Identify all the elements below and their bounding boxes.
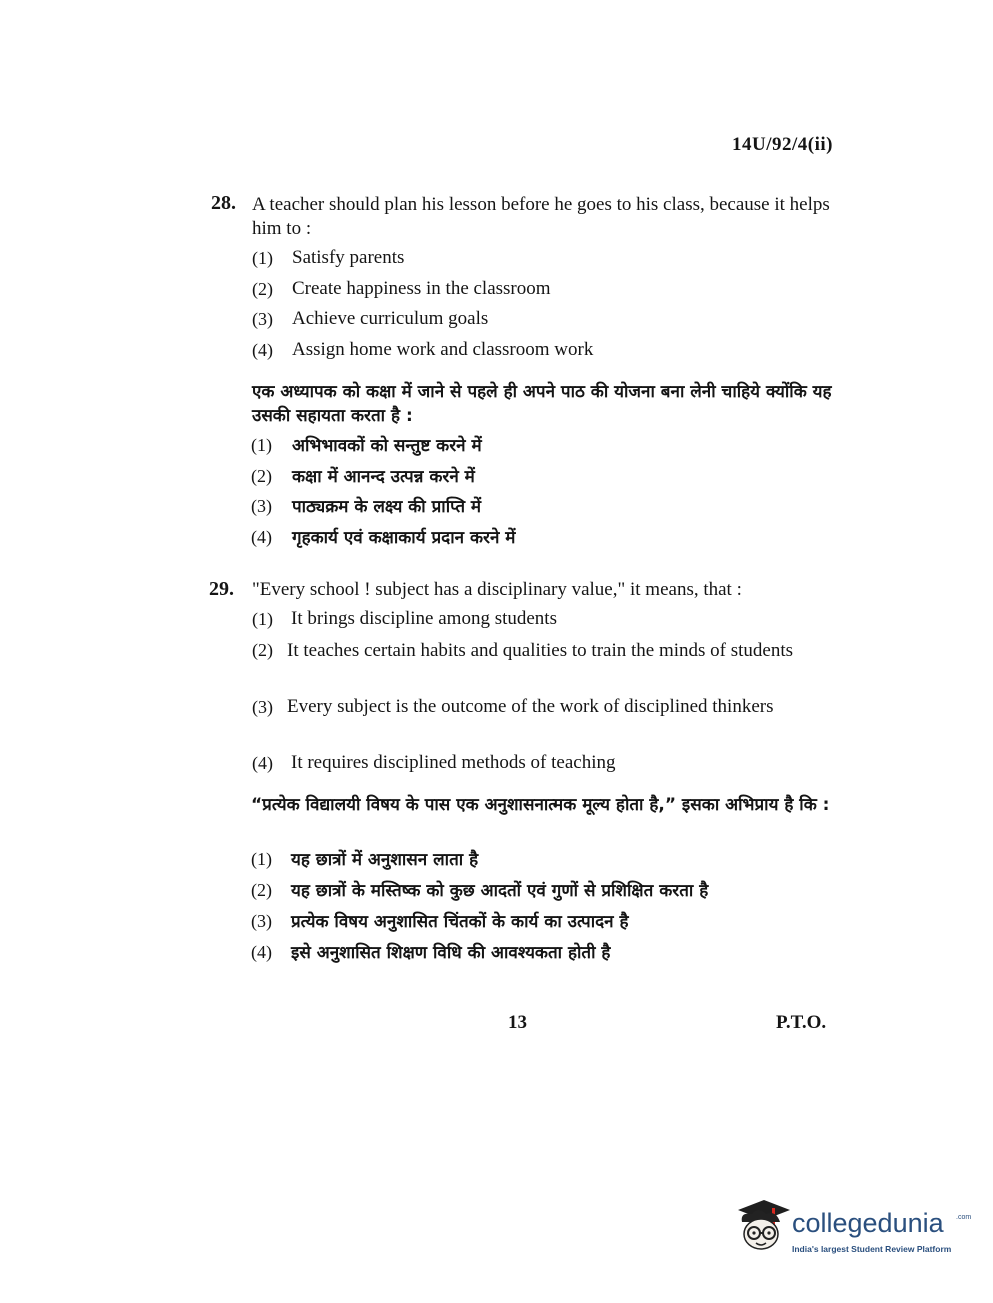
q28-hindi-option-3-number: (3)	[251, 496, 272, 516]
q29-hindi-option-4-text: इसे अनुशासित शिक्षण विधि की आवश्यकता होती है	[291, 943, 611, 963]
q29-hindi-option-3-text: प्रत्येक विषय अनुशासित चिंतकों के कार्य का उत्पादन है	[291, 912, 629, 932]
mascot-icon	[734, 1196, 792, 1258]
q28-option-3-number: (3)	[252, 309, 273, 329]
q29-option-3-number: (3)	[252, 697, 273, 717]
page-number: 13	[508, 1012, 527, 1033]
q29-option-2-text: It teaches certain habits and qualities to train the minds of students	[287, 640, 794, 661]
brand-name: collegedunia	[792, 1208, 944, 1238]
q28-hindi-option-2-number: (2)	[251, 466, 272, 486]
q28-option-4-number: (4)	[252, 340, 273, 360]
question-28-text: A teacher should plan his lesson before he goes to his class, because it helps him to :	[252, 194, 830, 239]
q29-option-1-text: It brings discipline among students	[291, 608, 557, 629]
brand-tagline: India's largest Student Review Platform	[792, 1244, 952, 1254]
q29-option-1-number: (1)	[252, 609, 273, 629]
q29-option-3-text: Every subject is the outcome of the work of disciplined thinkers	[287, 696, 774, 717]
collegedunia-watermark	[734, 1196, 972, 1270]
pto-label: P.T.O.	[776, 1012, 827, 1033]
q29-hindi-option-1-text: यह छात्रों में अनुशासन लाता है	[291, 850, 479, 870]
q28-option-2-number: (2)	[252, 279, 273, 299]
q28-option-1-number: (1)	[252, 248, 273, 268]
q28-option-2-text: Create happiness in the classroom	[292, 278, 551, 299]
q28-hindi-option-2-text: कक्षा में आनन्द उत्पन्न करने में	[292, 467, 475, 487]
question-number-29: 29.	[209, 578, 234, 600]
q29-hindi-option-1-number: (1)	[251, 849, 272, 869]
q29-option-2-number: (2)	[252, 640, 273, 660]
q29-hindi-option-2-text: यह छात्रों के मस्तिष्क को कुछ आदतों एवं गुणों से प्रशिक्षित करता है	[291, 881, 709, 901]
q29-hindi-option-2-number: (2)	[251, 880, 272, 900]
paper-code: 14U/92/4(ii)	[732, 134, 833, 155]
q28-option-1-text: Satisfy parents	[292, 247, 405, 268]
q28-option-3-text: Achieve curriculum goals	[292, 308, 489, 329]
question-29-hindi-text: “प्रत्येक विद्यालयी विषय के पास एक अनुशासनात्मक मूल्य होता है,” इसका अभिप्राय है कि :	[251, 795, 830, 815]
brand-domain: .com	[956, 1214, 972, 1221]
q28-hindi-option-3-text: पाठ्यक्रम के लक्ष्य की प्राप्ति में	[292, 497, 482, 517]
q29-option-4-number: (4)	[252, 753, 273, 773]
q28-hindi-option-4-text: गृहकार्य एवं कक्षाकार्य प्रदान करने में	[292, 528, 516, 548]
q29-hindi-option-3-number: (3)	[251, 911, 272, 931]
q28-hindi-option-4-number: (4)	[251, 527, 272, 547]
q29-option-4-text: It requires disciplined methods of teaching	[291, 752, 616, 773]
question-number-28: 28.	[211, 192, 236, 214]
q29-hindi-option-4-number: (4)	[251, 942, 272, 962]
q28-hindi-option-1-text: अभिभावकों को सन्तुष्ट करने में	[292, 436, 482, 456]
q28-hindi-option-1-number: (1)	[251, 435, 272, 455]
question-28-hindi-text: एक अध्यापक को कक्षा में जाने से पहले ही अपने पाठ की योजना बना लेनी चाहिये क्योंकि यह उसकी सहायता करता है :	[252, 382, 832, 426]
q28-option-4-text: Assign home work and classroom work	[292, 339, 594, 360]
question-29-text: "Every school ! subject has a disciplinary value," it means, that :	[252, 579, 742, 600]
